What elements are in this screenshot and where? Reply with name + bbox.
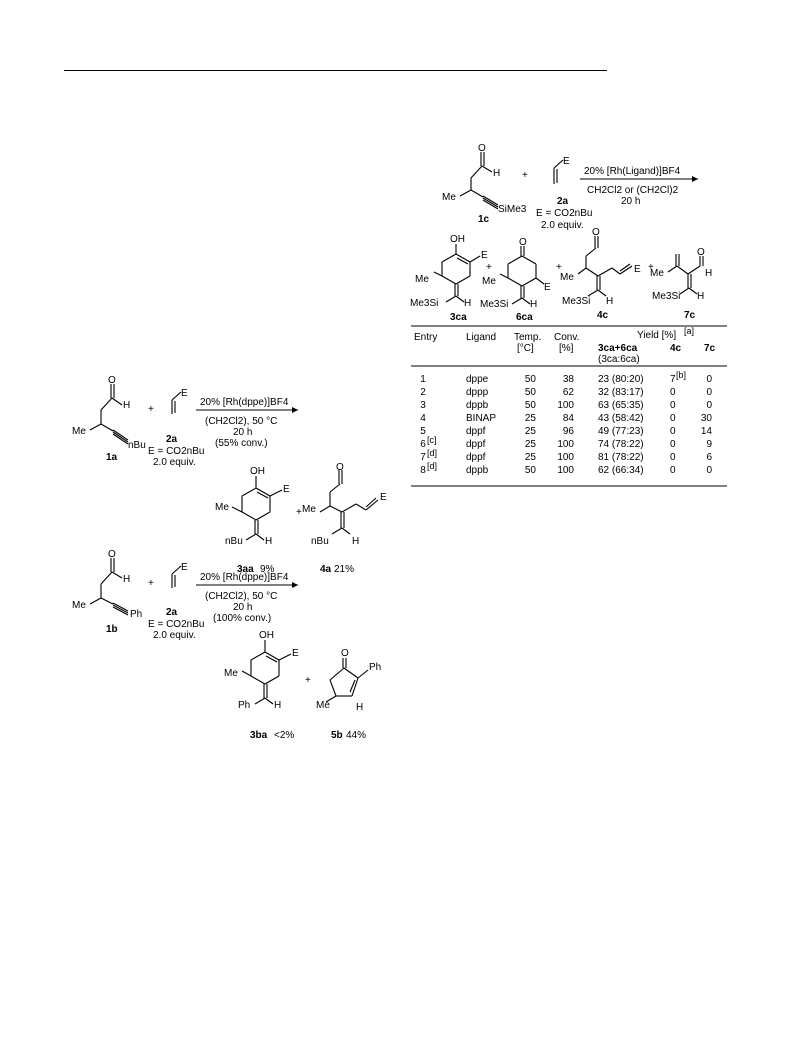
3aa-label: 3aa: [237, 564, 254, 575]
4a-nbu: nBu: [311, 536, 329, 547]
acrylate-E: E: [181, 388, 188, 399]
th-conv: Conv.: [554, 332, 580, 343]
cell-4c: 7: [670, 374, 676, 385]
compound-4a-structure: [320, 470, 378, 534]
7c-sime3: Me3Si: [652, 291, 681, 302]
6ca-oxygen: O: [519, 237, 527, 248]
cell-yield: 32 (83:17): [598, 387, 644, 398]
time-text: 20 h: [233, 427, 253, 438]
time-text-c: 20 h: [621, 196, 641, 207]
cell-conv: 100: [557, 465, 574, 476]
cell-7c: 6: [706, 452, 712, 463]
compound-3ba-structure: [242, 640, 291, 704]
cell-7c: 0: [706, 400, 712, 411]
acrylate-2a-structure: [172, 392, 181, 414]
cell-ligand: dppb: [466, 400, 489, 411]
cell-7c: 0: [706, 374, 712, 385]
conditions-text-c: CH2Cl2 or (CH2Cl)2: [587, 185, 679, 196]
cell-4c: 0: [670, 400, 676, 411]
cell-7c: 14: [700, 426, 712, 437]
3ca-me: Me: [415, 274, 429, 285]
plus-sign-4: +: [305, 675, 311, 686]
th-yield: Yield [%]: [637, 330, 677, 341]
conversion-text: (55% conv.): [215, 438, 268, 449]
cell-temp: 25: [524, 439, 536, 450]
7c-h: H: [697, 291, 705, 302]
3ba-E: E: [292, 648, 299, 659]
2a-label-c: 2a: [557, 196, 569, 207]
compound-6ca-structure: [500, 246, 544, 304]
1a-oxygen: O: [108, 375, 116, 386]
3ba-me: Me: [224, 668, 238, 679]
5b-me: Me: [316, 700, 330, 711]
conditions-text-b: (CH2Cl2), 50 °C: [205, 591, 278, 602]
3ca-h: H: [464, 298, 472, 309]
cell-conv: 100: [557, 452, 574, 463]
cell-temp: 25: [524, 413, 536, 424]
compound-7c-structure: [668, 254, 703, 294]
plus-sign-6: +: [486, 262, 492, 273]
cell-ligand: dppe: [466, 374, 489, 385]
cell-4c: 0: [670, 387, 676, 398]
4c-me: Me: [560, 272, 574, 283]
1c-methyl: Me: [442, 192, 456, 203]
3ba-label: 3ba: [250, 730, 268, 741]
plus-sign: +: [148, 404, 154, 415]
scheme-a: [72, 375, 387, 575]
acrylate-2a-structure-b: [172, 566, 181, 588]
7c-h-aldehyde: H: [705, 268, 713, 279]
cell-7c: 0: [706, 387, 712, 398]
cell-entry-note: [c]: [427, 435, 437, 445]
th-4c: 4c: [670, 343, 682, 354]
cell-entry: 7: [420, 452, 426, 463]
cell-ligand: BINAP: [466, 413, 497, 424]
cell-4c-note: [b]: [676, 370, 687, 380]
3aa-oh: OH: [250, 466, 265, 477]
3ba-oh: OH: [259, 630, 274, 641]
1c-hydrogen: H: [493, 168, 501, 179]
3ca-oh: OH: [450, 234, 465, 245]
cell-entry: 6: [420, 439, 426, 450]
4a-label: 4a: [320, 564, 332, 575]
4a-yield: 21%: [334, 564, 355, 575]
1c-label: 1c: [478, 214, 490, 225]
conditions-text: (CH2Cl2), 50 °C: [205, 416, 278, 427]
cell-conv: 100: [557, 439, 574, 450]
1c-oxygen: O: [478, 143, 486, 154]
3aa-yield: 9%: [260, 564, 275, 575]
1b-label: 1b: [106, 624, 118, 635]
6ca-E: E: [544, 282, 551, 293]
compound-1a-structure: [90, 384, 131, 444]
1b-substituent: Ph: [130, 609, 143, 620]
1b-hydrogen: H: [123, 574, 131, 585]
compound-1b-structure: [90, 558, 131, 615]
3aa-me: Me: [215, 502, 229, 513]
cell-ligand: dppf: [466, 439, 486, 450]
cell-temp: 50: [524, 387, 536, 398]
4a-h: H: [352, 536, 360, 547]
th-ratio: (3ca:6ca): [598, 354, 640, 365]
6ca-me: Me: [482, 276, 496, 287]
cell-conv: 84: [562, 413, 574, 424]
cell-entry: 1: [420, 374, 426, 385]
plus-sign-7: +: [556, 262, 562, 273]
cell-yield: 62 (66:34): [598, 465, 644, 476]
cell-entry: 3: [420, 400, 426, 411]
3ba-ph: Ph: [238, 700, 251, 711]
1b-methyl: Me: [72, 600, 86, 611]
th-yield-note: [a]: [684, 326, 695, 336]
cell-4c: 0: [670, 465, 676, 476]
th-entry: Entry: [414, 332, 438, 343]
th-temp-unit: [°C]: [517, 343, 534, 354]
cell-yield: 74 (78:22): [598, 439, 644, 450]
cell-yield: 63 (65:35): [598, 400, 644, 411]
cell-conv: 100: [557, 400, 574, 411]
E-definition-c: E = CO2nBu: [536, 208, 593, 219]
scheme-b: [72, 549, 381, 741]
time-text-b: 20 h: [233, 602, 253, 613]
1b-oxygen: O: [108, 549, 116, 560]
cell-conv: 38: [562, 374, 574, 385]
7c-label: 7c: [684, 310, 696, 321]
4c-E: E: [634, 264, 641, 275]
7c-oxygen: O: [697, 247, 705, 258]
th-ligand: Ligand: [466, 332, 497, 343]
5b-yield: 44%: [346, 730, 367, 741]
scheme-c: [410, 143, 727, 486]
7c-me: Me: [650, 268, 664, 279]
4c-sime3: Me3Si: [562, 296, 591, 307]
cell-ligand: dppf: [466, 426, 486, 437]
6ca-label: 6ca: [516, 312, 533, 323]
cell-4c: 0: [670, 439, 676, 450]
catalyst-text-c: 20% [Rh(Ligand)]BF4: [584, 166, 681, 177]
table-body: [420, 370, 712, 476]
1a-substituent: nBu: [128, 440, 146, 451]
cell-entry: 8: [420, 465, 426, 476]
plus-sign-2: +: [296, 507, 302, 518]
4a-oxygen: O: [336, 462, 344, 473]
cell-conv: 62: [562, 387, 574, 398]
6ca-sime3: Me3Si: [480, 299, 509, 310]
3ca-E: E: [481, 250, 488, 261]
2a-label: 2a: [166, 434, 178, 445]
catalyst-text: 20% [Rh(dppe)]BF4: [200, 397, 289, 408]
arrow-head: [292, 407, 298, 413]
plus-sign-8: +: [648, 262, 654, 273]
cell-7c: 30: [700, 413, 712, 424]
th-temp: Temp.: [514, 332, 542, 343]
acrylate-2a-structure-c: [554, 160, 563, 184]
cell-temp: 50: [524, 465, 536, 476]
cell-yield: 43 (58:42): [598, 413, 644, 424]
cell-temp: 50: [524, 374, 536, 385]
compound-3aa-structure: [232, 476, 282, 540]
equiv-text-c: 2.0 equiv.: [541, 220, 584, 231]
catalyst-text-b: 20% [Rh(dppe)]BF4: [200, 572, 289, 583]
cell-conv: 96: [562, 426, 574, 437]
4c-oxygen: O: [592, 227, 600, 238]
cell-entry-note: [d]: [427, 461, 438, 471]
cell-yield: 23 (80:20): [598, 374, 644, 385]
1a-label: 1a: [106, 452, 118, 463]
equiv-text: 2.0 equiv.: [153, 457, 196, 468]
3ca-label: 3ca: [450, 312, 467, 323]
cell-temp: 25: [524, 426, 536, 437]
3ca-sime3: Me3Si: [410, 298, 439, 309]
6ca-h: H: [530, 299, 538, 310]
compound-4c-structure: [578, 236, 632, 296]
cell-entry: 4: [420, 413, 426, 424]
cell-7c: 9: [706, 439, 712, 450]
acrylate-E-c: E: [563, 156, 570, 167]
5b-h: H: [356, 702, 364, 713]
cell-4c: 0: [670, 452, 676, 463]
equiv-text-b: 2.0 equiv.: [153, 630, 196, 641]
compound-3ca-structure: [434, 244, 480, 302]
3ba-yield: <2%: [274, 730, 295, 741]
E-definition-b: E = CO2nBu: [148, 619, 205, 630]
arrow-head-b: [292, 582, 298, 588]
cell-4c: 0: [670, 426, 676, 437]
acrylate-E-b: E: [181, 562, 188, 573]
compound-1c-structure: [460, 152, 501, 209]
plus-sign-5: +: [522, 170, 528, 181]
cell-yield: 49 (77:23): [598, 426, 644, 437]
cell-entry: 2: [420, 387, 426, 398]
plus-sign-3: +: [148, 578, 154, 589]
4c-label: 4c: [597, 310, 609, 321]
th-conv-unit: [%]: [559, 343, 574, 354]
E-definition: E = CO2nBu: [148, 446, 205, 457]
conversion-text-b: (100% conv.): [213, 613, 272, 624]
5b-label: 5b: [331, 730, 343, 741]
cell-temp: 25: [524, 452, 536, 463]
th-7c: 7c: [704, 343, 716, 354]
1a-hydrogen: H: [123, 400, 131, 411]
compound-5b-structure: [326, 658, 368, 702]
cell-7c: 0: [706, 465, 712, 476]
cell-temp: 50: [524, 400, 536, 411]
1c-substituent: SiMe3: [498, 204, 527, 215]
cell-ligand: dppf: [466, 452, 486, 463]
cell-yield: 81 (78:22): [598, 452, 644, 463]
3aa-E: E: [283, 484, 290, 495]
1a-methyl: Me: [72, 426, 86, 437]
3ba-h: H: [274, 700, 282, 711]
th-sum: 3ca+6ca: [598, 343, 638, 354]
cell-ligand: dppp: [466, 387, 489, 398]
cell-4c: 0: [670, 413, 676, 424]
3aa-nbu: nBu: [225, 536, 243, 547]
4a-E: E: [380, 492, 387, 503]
5b-ph: Ph: [369, 662, 382, 673]
4c-h: H: [606, 296, 614, 307]
3aa-h: H: [265, 536, 273, 547]
2a-label-b: 2a: [166, 607, 178, 618]
cell-entry: 5: [420, 426, 426, 437]
4a-me: Me: [302, 504, 316, 515]
cell-entry-note: [d]: [427, 448, 438, 458]
5b-oxygen: O: [341, 648, 349, 659]
cell-ligand: dppb: [466, 465, 489, 476]
arrow-head-c: [692, 176, 698, 182]
